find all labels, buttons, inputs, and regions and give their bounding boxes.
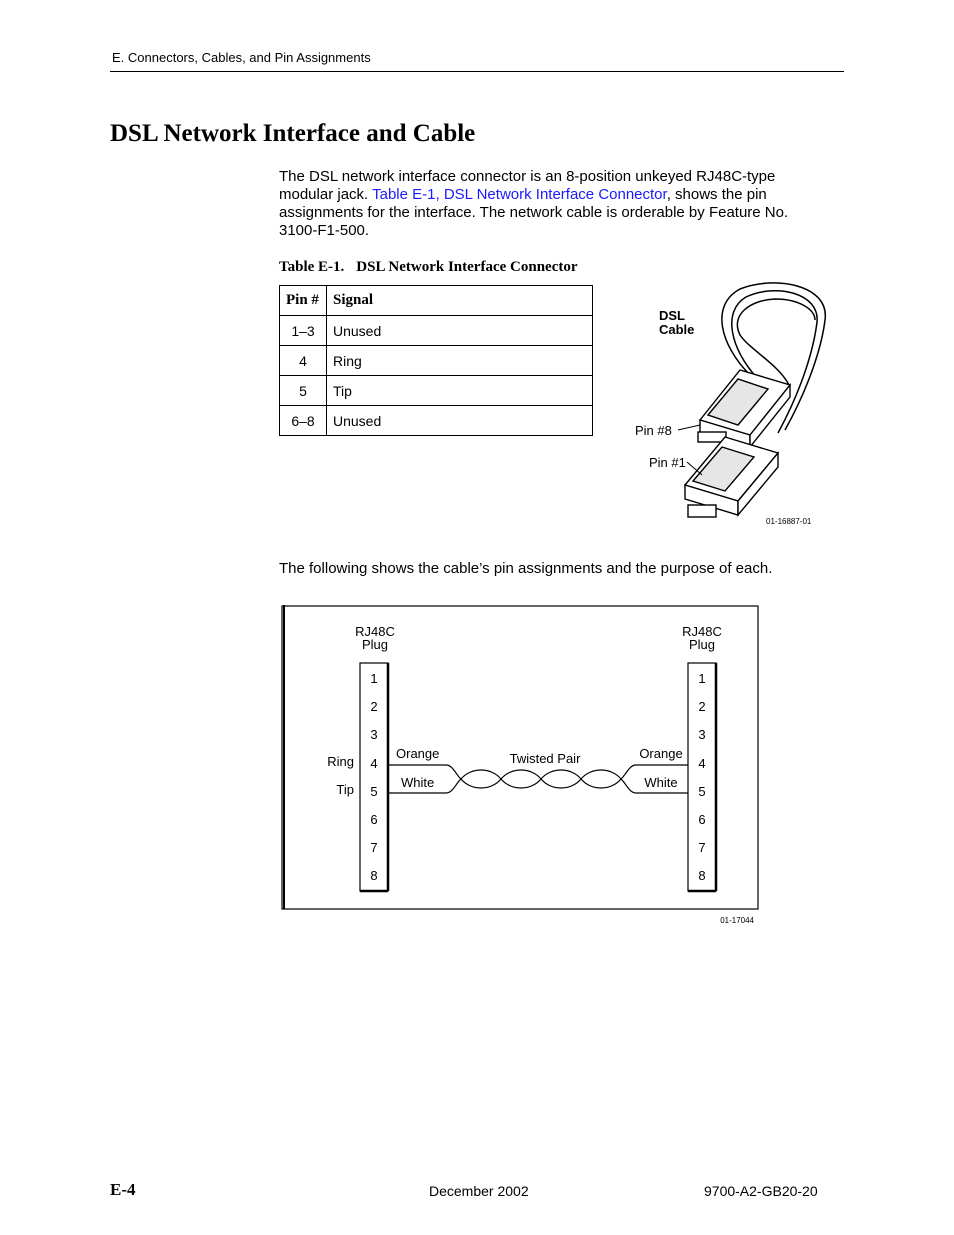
footer-date: December 2002: [429, 1183, 529, 1199]
twisted-pair-label: Twisted Pair: [509, 751, 581, 766]
pin8-label: Pin #8: [635, 423, 672, 438]
left-pin-number: 5: [370, 784, 378, 799]
pin1-label: Pin #1: [649, 455, 686, 470]
left-pin-number: 2: [370, 699, 378, 714]
right-white-label: White: [644, 775, 678, 790]
pin-assignment-diagram: [281, 605, 759, 930]
signal-cell: Ring: [327, 346, 593, 376]
pin-table: [279, 285, 593, 436]
left-plug-label-1: RJ48C: [355, 624, 395, 639]
dsl-label: DSL: [659, 308, 685, 323]
left-pin-number: 4: [370, 756, 378, 771]
table-header-row: [280, 286, 593, 316]
signal-cell: Tip: [327, 376, 593, 406]
tip-label: Tip: [336, 782, 354, 797]
left-plug-box: [360, 663, 388, 891]
header-signal: Signal: [327, 286, 593, 316]
page-number: E-4: [110, 1180, 136, 1199]
left-pin-number: 8: [370, 868, 378, 883]
connector-lower: [685, 437, 778, 517]
right-pin-number: 1: [698, 671, 706, 686]
left-pin-number: 6: [370, 812, 378, 827]
left-plug-label-2: Plug: [361, 637, 389, 652]
header-rule: [110, 71, 844, 72]
running-header: E. Connectors, Cables, and Pin Assignments: [112, 50, 371, 65]
signal-cell: Unused: [327, 406, 593, 436]
table-caption-title: DSL Network Interface Connector: [356, 259, 578, 275]
pin-cell: 1–3: [280, 316, 327, 346]
right-pin-number: 5: [698, 784, 706, 799]
right-pin-number: 7: [698, 840, 706, 855]
footer-doc-number: 9700-A2-GB20-20: [704, 1183, 818, 1199]
left-pin-number: 3: [370, 727, 378, 742]
figure1-id: 01-16887-01: [766, 517, 812, 526]
connector-upper: [698, 370, 790, 447]
cable-label: Cable: [659, 322, 695, 337]
table-row: [280, 406, 593, 436]
pin8-leader: [678, 425, 700, 430]
right-pin-number: 6: [698, 812, 706, 827]
intro-text-before: The DSL network interface connector is an 8-position unkeyed RJ48C-type modular jack.: [279, 168, 776, 203]
right-plug-label-2: Plug: [688, 637, 716, 652]
table-caption: [279, 259, 578, 276]
table-row: [280, 376, 593, 406]
left-pin-number: 1: [370, 671, 378, 686]
table-link[interactable]: Table E-1, DSL Network Interface Connector: [372, 186, 667, 203]
right-plug-label-1: RJ48C: [682, 624, 722, 639]
intro-text-after: , shows the pin assignments for the interface. The network cable is orderable by Feature No. 3100-F1-500.: [279, 186, 789, 239]
right-orange-label: Orange: [639, 746, 683, 761]
signal-cell: Unused: [327, 316, 593, 346]
right-pin-number: 3: [698, 727, 706, 742]
pin-assignment-intro: The following shows the cable’s pin assignments and the purpose of each.: [279, 560, 773, 577]
left-pin-number: 7: [370, 840, 378, 855]
intro-paragraph: [279, 168, 814, 240]
left-orange-label: Orange: [396, 746, 440, 761]
right-plug-box: [688, 663, 716, 891]
pin-cell: 4: [280, 346, 327, 376]
right-pin-number: 8: [698, 868, 706, 883]
table-caption-number: Table E-1.: [279, 259, 345, 275]
figure2-id: 01-17044: [720, 916, 754, 925]
dsl-cable-illustration: [600, 275, 840, 535]
pin-cell: 6–8: [280, 406, 327, 436]
right-pin-number: 2: [698, 699, 706, 714]
left-white-label: White: [401, 775, 435, 790]
pin-cell: 5: [280, 376, 327, 406]
table-row: [280, 316, 593, 346]
section-title: DSL Network Interface and Cable: [110, 120, 476, 147]
right-pin-number: 4: [698, 756, 706, 771]
ring-label: Ring: [327, 754, 354, 769]
table-row: [280, 346, 593, 376]
header-pin: Pin #: [280, 286, 327, 316]
